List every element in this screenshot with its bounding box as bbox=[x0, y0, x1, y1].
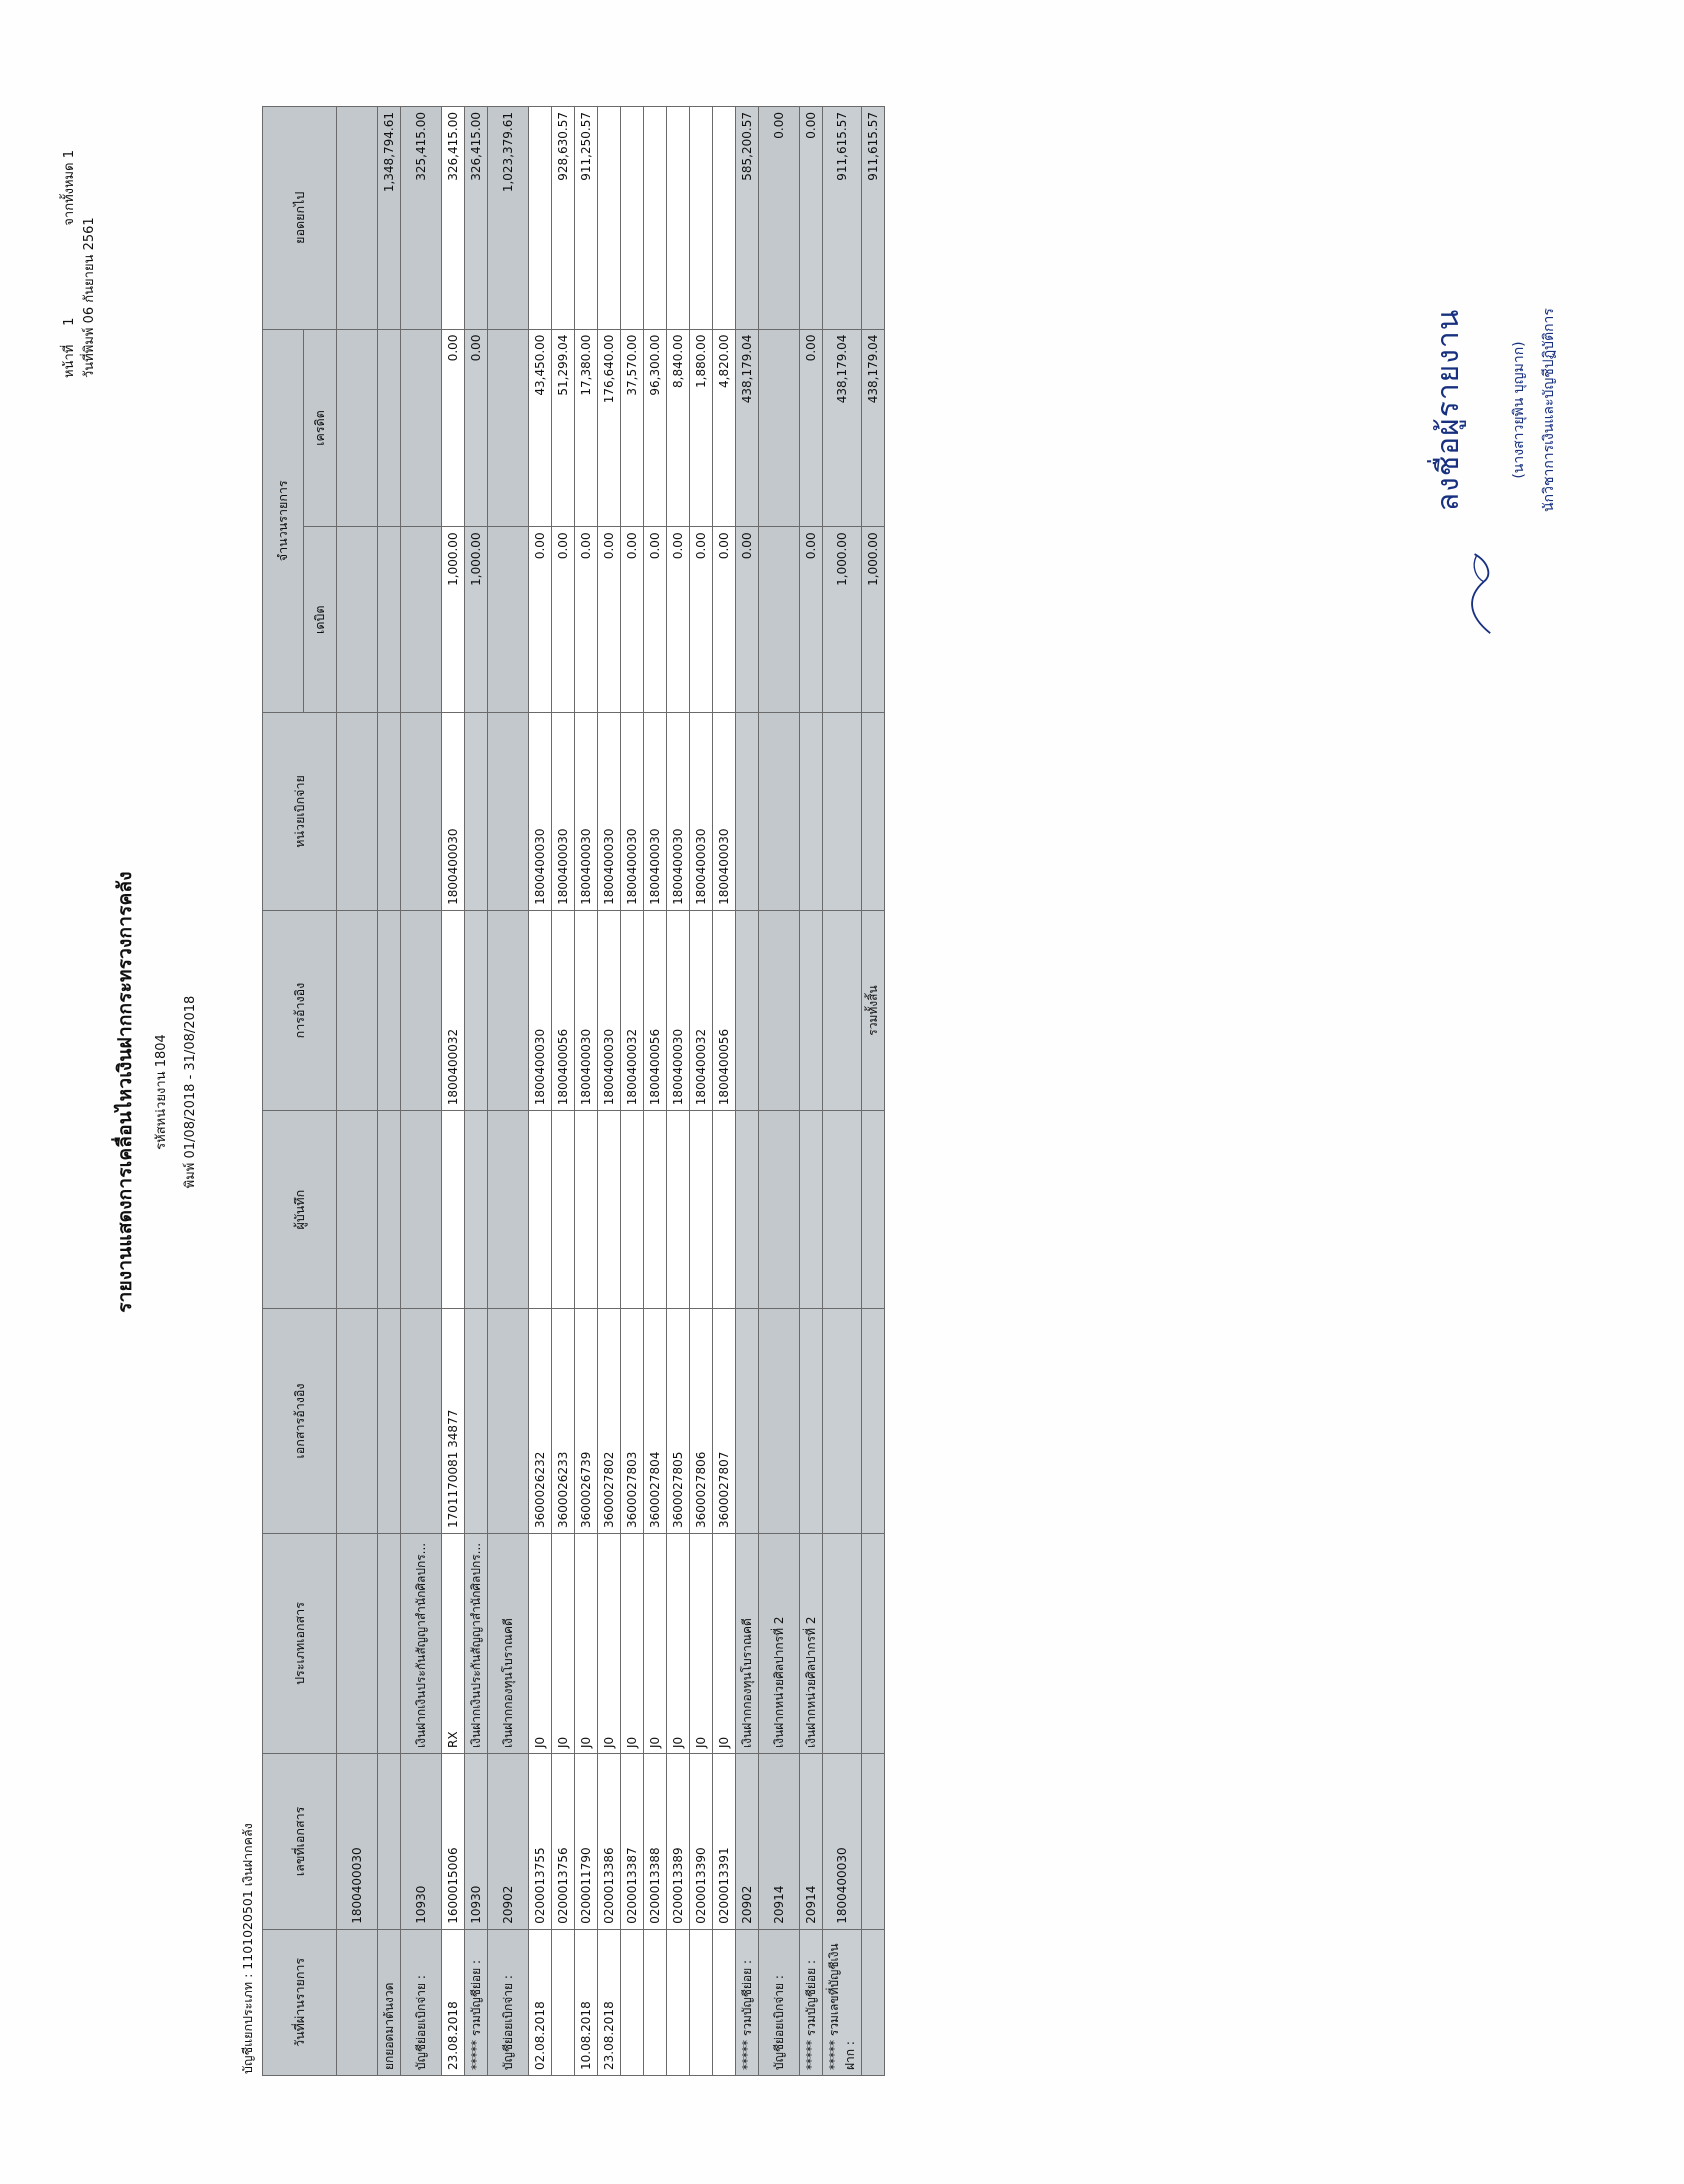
col-header-account: เลขที่เอกสาร bbox=[263, 1754, 337, 1930]
cell-debit: 1,000.00 bbox=[862, 527, 885, 713]
cell-document: 3600027802 bbox=[598, 1309, 621, 1534]
cell-operation bbox=[337, 910, 378, 1110]
cell-type: J0 bbox=[690, 1534, 713, 1754]
cell-unit: 1800400030 bbox=[621, 713, 644, 911]
cell-operation: 1800400030 bbox=[575, 910, 598, 1110]
table-row bbox=[823, 107, 862, 2076]
report-title-block bbox=[110, 0, 200, 2184]
cell-document: 3600027807 bbox=[713, 1309, 736, 1534]
cell-credit: 4,820.00 bbox=[713, 329, 736, 527]
cell-date: 23.08.2018 bbox=[442, 1929, 465, 2075]
cell-total bbox=[337, 107, 378, 330]
cell-operation bbox=[488, 910, 529, 1110]
cell-credit bbox=[337, 329, 378, 527]
page-of-value: 1 bbox=[62, 150, 77, 159]
cell-document bbox=[337, 1309, 378, 1534]
cell-date: 02.08.2018 bbox=[529, 1929, 552, 2075]
table-row bbox=[465, 107, 488, 2076]
cell-operation: 1800400030 bbox=[529, 910, 552, 1110]
cell-type: J0 bbox=[598, 1534, 621, 1754]
col-header-type: ประเภทเอกสาร bbox=[263, 1534, 337, 1754]
cell-debit bbox=[488, 527, 529, 713]
cell-account: 10930 bbox=[401, 1754, 442, 1930]
cell-account: 0200013390 bbox=[690, 1754, 713, 1930]
cell-debit bbox=[759, 527, 800, 713]
cell-credit: 438,179.04 bbox=[823, 329, 862, 527]
cell-type: J0 bbox=[667, 1534, 690, 1754]
cell-total bbox=[621, 107, 644, 330]
cell-operation: 1800400056 bbox=[713, 910, 736, 1110]
cell-date: 10.08.2018 bbox=[575, 1929, 598, 2075]
col-header-unit: หน่วยเบิกจ่าย bbox=[263, 713, 337, 911]
cell-type bbox=[337, 1534, 378, 1754]
cell-type: J0 bbox=[529, 1534, 552, 1754]
cell-total: 0.00 bbox=[759, 107, 800, 330]
cell-ref bbox=[621, 1111, 644, 1309]
table-row bbox=[337, 107, 378, 2076]
cell-date: ***** รวมบัญชีย่อย : bbox=[736, 1929, 759, 2075]
cell-unit: 1800400030 bbox=[442, 713, 465, 911]
cell-date bbox=[337, 1929, 378, 2075]
cell-ref bbox=[736, 1111, 759, 1309]
cell-total bbox=[713, 107, 736, 330]
cell-document: 1701170081 34877 bbox=[442, 1309, 465, 1534]
cell-document bbox=[378, 1309, 401, 1534]
col-header-credit: เครดิต bbox=[304, 329, 337, 527]
table-row bbox=[644, 107, 667, 2076]
print-date-value: 06 กันยายน 2561 bbox=[82, 217, 97, 324]
cell-operation: 1800400030 bbox=[667, 910, 690, 1110]
cell-operation bbox=[800, 910, 823, 1110]
cell-date bbox=[552, 1929, 575, 2075]
cell-account: 0200013755 bbox=[529, 1754, 552, 1930]
cell-unit: 1800400030 bbox=[552, 713, 575, 911]
cell-credit: 438,179.04 bbox=[862, 329, 885, 527]
cell-account: 20914 bbox=[800, 1754, 823, 1930]
cell-date: ***** รวมเลขที่บัญชีเงินฝาก : bbox=[823, 1929, 862, 2075]
col-header-document: เอกสารอ้างอิง bbox=[263, 1309, 337, 1534]
signature-position: นักวิชาการเงินและบัญชีปฏิบัติการ bbox=[1541, 308, 1557, 512]
cell-unit: 1800400030 bbox=[575, 713, 598, 911]
cell-ref bbox=[552, 1111, 575, 1309]
cell-debit: 0.00 bbox=[598, 527, 621, 713]
cell-document: 3600026739 bbox=[575, 1309, 598, 1534]
cell-debit: 0.00 bbox=[529, 527, 552, 713]
signature-script: ลงชื่อผู้รายงาน bbox=[1431, 308, 1466, 512]
cell-account: 0200013388 bbox=[644, 1754, 667, 1930]
cell-credit: 0.00 bbox=[465, 329, 488, 527]
cell-credit: 8,840.00 bbox=[667, 329, 690, 527]
cell-ref bbox=[823, 1111, 862, 1309]
cell-debit bbox=[401, 527, 442, 713]
cell-type: เงินฝากกองทุนโบราณคดี bbox=[488, 1534, 529, 1754]
cell-credit: 96,300.00 bbox=[644, 329, 667, 527]
cell-debit: 1,000.00 bbox=[823, 527, 862, 713]
cell-credit: 176,640.00 bbox=[598, 329, 621, 527]
table-row bbox=[800, 107, 823, 2076]
cell-total bbox=[598, 107, 621, 330]
cell-document: 3600027805 bbox=[667, 1309, 690, 1534]
cell-date: บัญชีย่อยเบิกจ่าย : bbox=[488, 1929, 529, 2075]
cell-date: 23.08.2018 bbox=[598, 1929, 621, 2075]
cell-document bbox=[488, 1309, 529, 1534]
cell-account bbox=[378, 1754, 401, 1930]
cell-type: J0 bbox=[644, 1534, 667, 1754]
cell-ref bbox=[337, 1111, 378, 1309]
cell-unit bbox=[337, 713, 378, 911]
cell-operation bbox=[401, 910, 442, 1110]
table-row bbox=[759, 107, 800, 2076]
cell-date bbox=[644, 1929, 667, 2075]
cell-document bbox=[736, 1309, 759, 1534]
cell-account: 20914 bbox=[759, 1754, 800, 1930]
cell-credit bbox=[488, 329, 529, 527]
cell-type: เงินฝากหน่วยศิลปากรที่ 2 bbox=[800, 1534, 823, 1754]
cell-type: เงินฝากเงินประกันสัญญาสำนักศิลปกร... bbox=[401, 1534, 442, 1754]
col-header-date: วันที่ผ่านรายการ bbox=[263, 1929, 337, 2075]
cell-date: ***** รวมบัญชีย่อย : bbox=[465, 1929, 488, 2075]
table-row bbox=[442, 107, 465, 2076]
cell-credit: 43,450.00 bbox=[529, 329, 552, 527]
table-row bbox=[736, 107, 759, 2076]
cell-type bbox=[862, 1534, 885, 1754]
cell-document: 3600026233 bbox=[552, 1309, 575, 1534]
table-body bbox=[337, 107, 885, 2076]
cell-date bbox=[862, 1929, 885, 2075]
cell-ref bbox=[442, 1111, 465, 1309]
report-period: พิมพ์ 01/08/2018 - 31/08/2018 bbox=[183, 995, 198, 1189]
cell-type bbox=[378, 1534, 401, 1754]
page-header-info bbox=[60, 150, 100, 378]
cell-total bbox=[529, 107, 552, 330]
cell-ref bbox=[759, 1111, 800, 1309]
cell-unit bbox=[823, 713, 862, 911]
table-head bbox=[263, 107, 337, 2076]
cell-account: 0200013756 bbox=[552, 1754, 575, 1930]
page-label: หน้าที่ bbox=[62, 344, 77, 378]
table-row bbox=[552, 107, 575, 2076]
table-row bbox=[713, 107, 736, 2076]
cell-debit: 0.00 bbox=[690, 527, 713, 713]
cell-account: 0200013387 bbox=[621, 1754, 644, 1930]
cell-unit bbox=[736, 713, 759, 911]
cell-credit bbox=[759, 329, 800, 527]
cell-account: 1800400030 bbox=[823, 1754, 862, 1930]
cell-operation: 1800400056 bbox=[644, 910, 667, 1110]
col-header-debit: เดบิต bbox=[304, 527, 337, 713]
cell-unit: 1800400030 bbox=[690, 713, 713, 911]
cell-ref bbox=[575, 1111, 598, 1309]
cell-debit bbox=[337, 527, 378, 713]
cell-account: 0200013391 bbox=[713, 1754, 736, 1930]
cell-operation bbox=[378, 910, 401, 1110]
cell-ref bbox=[644, 1111, 667, 1309]
cell-document bbox=[823, 1309, 862, 1534]
cell-operation: 1800400056 bbox=[552, 910, 575, 1110]
cell-account: 1600015006 bbox=[442, 1754, 465, 1930]
table-row bbox=[401, 107, 442, 2076]
cell-operation bbox=[736, 910, 759, 1110]
table-row bbox=[488, 107, 529, 2076]
cell-operation bbox=[823, 910, 862, 1110]
cell-account: 10930 bbox=[465, 1754, 488, 1930]
cell-account bbox=[862, 1754, 885, 1930]
cell-type: RX bbox=[442, 1534, 465, 1754]
cell-total: 911,250.57 bbox=[575, 107, 598, 330]
cell-debit: 0.00 bbox=[713, 527, 736, 713]
cell-credit: 0.00 bbox=[800, 329, 823, 527]
cell-date: ***** รวมบัญชีย่อย : bbox=[800, 1929, 823, 2075]
cell-unit bbox=[465, 713, 488, 911]
cell-type: เงินฝากหน่วยศิลปากรที่ 2 bbox=[759, 1534, 800, 1754]
cell-debit: 1,000.00 bbox=[442, 527, 465, 713]
cell-unit: 1800400030 bbox=[713, 713, 736, 911]
table-row bbox=[378, 107, 401, 2076]
cell-credit: 17,380.00 bbox=[575, 329, 598, 527]
cell-operation: รวมทั้งสิ้น bbox=[862, 910, 885, 1110]
col-header-recorder: ผู้บันทึก bbox=[263, 1111, 337, 1309]
cell-date: บัญชีย่อยเบิกจ่าย : bbox=[759, 1929, 800, 2075]
signature-stroke-icon bbox=[1458, 486, 1504, 670]
cell-type: J0 bbox=[575, 1534, 598, 1754]
page-title: รายงานแสดงการเคลื่อนไหวเงินฝากกระทรวงการคลัง bbox=[114, 871, 136, 1313]
cell-document: 3600027804 bbox=[644, 1309, 667, 1534]
cell-credit: 0.00 bbox=[442, 329, 465, 527]
col-header-operation: การอ้างอิง bbox=[263, 910, 337, 1110]
cell-account: 0200011790 bbox=[575, 1754, 598, 1930]
cell-credit bbox=[401, 329, 442, 527]
cell-total bbox=[644, 107, 667, 330]
cell-total: 326,415.00 bbox=[442, 107, 465, 330]
cell-account: 1800400030 bbox=[337, 1754, 378, 1930]
cell-total: 1,023,379.61 bbox=[488, 107, 529, 330]
cell-type: J0 bbox=[713, 1534, 736, 1754]
cell-unit bbox=[800, 713, 823, 911]
cell-credit: 51,299.04 bbox=[552, 329, 575, 527]
cell-debit: 0.00 bbox=[800, 527, 823, 713]
table-row bbox=[598, 107, 621, 2076]
cell-ref bbox=[713, 1111, 736, 1309]
cell-debit: 0.00 bbox=[621, 527, 644, 713]
ledger-account-line: บัญชีแยกประเภท : 1101020501 เงินฝากคลัง bbox=[240, 1823, 255, 2074]
cell-total bbox=[690, 107, 713, 330]
col-header-amount-group: จำนวนรายการ bbox=[263, 329, 304, 712]
signature-name: (นางสาวยุพิน บุญมาก) bbox=[1511, 341, 1527, 479]
cell-account: 0200013386 bbox=[598, 1754, 621, 1930]
cell-unit bbox=[488, 713, 529, 911]
signature-block bbox=[1431, 150, 1564, 670]
cell-debit: 0.00 bbox=[667, 527, 690, 713]
cell-unit bbox=[862, 713, 885, 911]
cell-operation: 1800400032 bbox=[442, 910, 465, 1110]
cell-ref bbox=[667, 1111, 690, 1309]
cell-debit: 0.00 bbox=[736, 527, 759, 713]
cell-credit: 1,880.00 bbox=[690, 329, 713, 527]
cell-total bbox=[667, 107, 690, 330]
cell-document: 3600027803 bbox=[621, 1309, 644, 1534]
cell-unit: 1800400030 bbox=[667, 713, 690, 911]
cell-date bbox=[713, 1929, 736, 2075]
ledger-table bbox=[262, 106, 885, 2076]
cell-total: 325,415.00 bbox=[401, 107, 442, 330]
cell-operation: 1800400032 bbox=[690, 910, 713, 1110]
cell-operation: 1800400030 bbox=[598, 910, 621, 1110]
cell-debit: 1,000.00 bbox=[465, 527, 488, 713]
table-row bbox=[862, 107, 885, 2076]
cell-unit bbox=[759, 713, 800, 911]
cell-ref bbox=[690, 1111, 713, 1309]
cell-total: 911,615.57 bbox=[862, 107, 885, 330]
cell-operation bbox=[465, 910, 488, 1110]
cell-debit: 0.00 bbox=[575, 527, 598, 713]
table-row bbox=[575, 107, 598, 2076]
cell-total: 0.00 bbox=[800, 107, 823, 330]
cell-type bbox=[823, 1534, 862, 1754]
cell-total: 1,348,794.61 bbox=[378, 107, 401, 330]
cell-document bbox=[862, 1309, 885, 1534]
cell-document: 3600027806 bbox=[690, 1309, 713, 1534]
table-row bbox=[621, 107, 644, 2076]
cell-date: บัญชีย่อยเบิกจ่าย : bbox=[401, 1929, 442, 2075]
cell-debit: 0.00 bbox=[552, 527, 575, 713]
cell-ref bbox=[401, 1111, 442, 1309]
table-row bbox=[690, 107, 713, 2076]
cell-credit bbox=[378, 329, 401, 527]
cell-total: 928,630.57 bbox=[552, 107, 575, 330]
cell-ref bbox=[378, 1111, 401, 1309]
report-unit-code: รหัสหน่วยงาน 1804 bbox=[154, 1034, 169, 1150]
cell-total: 585,200.57 bbox=[736, 107, 759, 330]
cell-document bbox=[401, 1309, 442, 1534]
cell-ref bbox=[488, 1111, 529, 1309]
cell-credit: 37,570.00 bbox=[621, 329, 644, 527]
cell-document bbox=[465, 1309, 488, 1534]
cell-type: J0 bbox=[552, 1534, 575, 1754]
col-header-total: ยอดยกไป bbox=[263, 107, 337, 330]
cell-type: เงินฝากเงินประกันสัญญาสำนักศิลปกร... bbox=[465, 1534, 488, 1754]
cell-document bbox=[800, 1309, 823, 1534]
cell-date bbox=[667, 1929, 690, 2075]
cell-document bbox=[759, 1309, 800, 1534]
cell-date bbox=[690, 1929, 713, 2075]
cell-operation: 1800400032 bbox=[621, 910, 644, 1110]
cell-ref bbox=[465, 1111, 488, 1309]
table-row bbox=[667, 107, 690, 2076]
cell-date: ยกยอดมาต้นงวด bbox=[378, 1929, 401, 2075]
cell-ref bbox=[800, 1111, 823, 1309]
cell-operation bbox=[759, 910, 800, 1110]
cell-total: 326,415.00 bbox=[465, 107, 488, 330]
print-date-label: วันที่พิมพ์ bbox=[82, 327, 97, 378]
cell-ref bbox=[862, 1111, 885, 1309]
cell-account: 20902 bbox=[736, 1754, 759, 1930]
cell-unit: 1800400030 bbox=[529, 713, 552, 911]
cell-unit: 1800400030 bbox=[644, 713, 667, 911]
cell-account: 20902 bbox=[488, 1754, 529, 1930]
cell-debit: 0.00 bbox=[644, 527, 667, 713]
cell-unit: 1800400030 bbox=[598, 713, 621, 911]
page-of-label: จากทั้งหมด bbox=[62, 162, 77, 226]
cell-credit: 438,179.04 bbox=[736, 329, 759, 527]
cell-type: J0 bbox=[621, 1534, 644, 1754]
cell-ref bbox=[529, 1111, 552, 1309]
cell-debit bbox=[378, 527, 401, 713]
cell-total: 911,615.57 bbox=[823, 107, 862, 330]
cell-type: เงินฝากกองทุนโบราณคดี bbox=[736, 1534, 759, 1754]
cell-ref bbox=[598, 1111, 621, 1309]
table-row bbox=[529, 107, 552, 2076]
cell-date bbox=[621, 1929, 644, 2075]
cell-account: 0200013389 bbox=[667, 1754, 690, 1930]
cell-document: 3600026232 bbox=[529, 1309, 552, 1534]
cell-unit bbox=[401, 713, 442, 911]
page-value: 1 bbox=[62, 317, 77, 326]
cell-unit bbox=[378, 713, 401, 911]
